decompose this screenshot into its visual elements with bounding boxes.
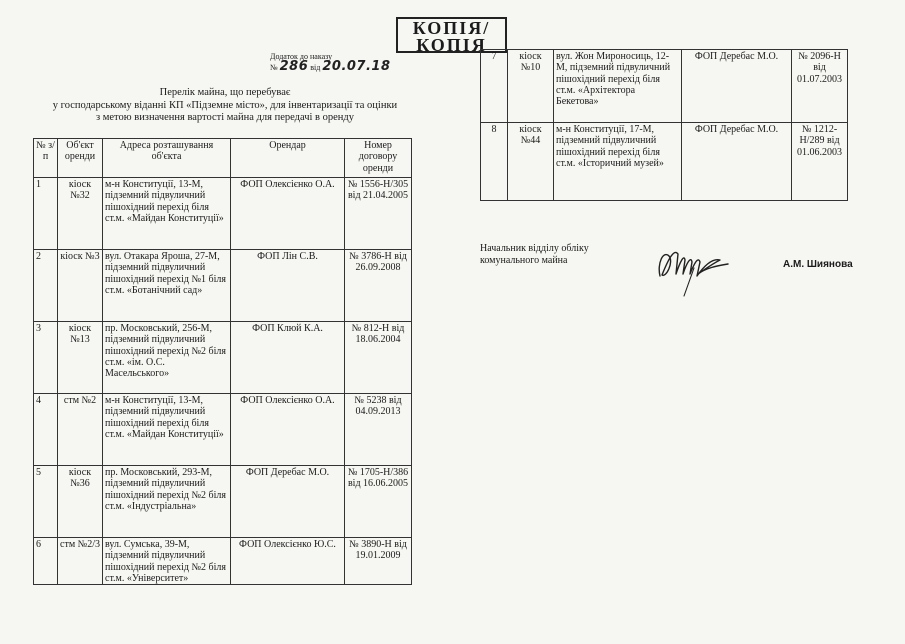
annex-label: Додаток до наказу xyxy=(270,52,333,61)
cell-no: 4 xyxy=(34,394,58,466)
cell-tenant: ФОП Деребас М.О. xyxy=(682,123,792,201)
header-address: Адреса розташування об'єкта xyxy=(103,139,231,178)
annex-date: 20.07.18 xyxy=(322,59,391,74)
stamp-line-1: КОПІЯ/ xyxy=(412,18,491,38)
cell-tenant: ФОП Лін С.В. xyxy=(231,250,345,322)
position-line-2: комунального майна xyxy=(480,255,568,266)
cell-contract: № 3890-Н від 19.01.2009 xyxy=(345,538,412,585)
title-line-3: з метою визначення вартості майна для передачі в оренду xyxy=(95,112,354,123)
cell-contract: № 1556-Н/305 від 21.04.2005 xyxy=(345,178,412,250)
cell-tenant: ФОП Олексієнко О.А. xyxy=(231,394,345,466)
header-object: Об'єкт оренди xyxy=(58,139,103,178)
cell-object: кіоск №13 xyxy=(58,322,103,394)
cell-no: 8 xyxy=(481,123,508,201)
header-tenant: Орендар xyxy=(231,139,345,178)
signatory-position xyxy=(480,243,650,267)
stamp-line-2: КОПІЯ xyxy=(416,35,487,53)
cell-object: кіоск №10 xyxy=(508,50,554,123)
header-contract: Номер договору оренди xyxy=(345,139,412,178)
title-line-1: Перелік майна, що перебуває xyxy=(159,87,291,98)
cell-tenant: ФОП Клюй К.А. xyxy=(231,322,345,394)
cell-object: кіоск №3 xyxy=(58,250,103,322)
position-line-1: Начальник відділу обліку xyxy=(480,243,589,254)
cell-tenant: ФОП Деребас М.О. xyxy=(682,50,792,123)
cell-contract: № 812-Н від 18.06.2004 xyxy=(345,322,412,394)
cell-contract: № 2096-Н від 01.07.2003 xyxy=(792,50,848,123)
cell-object: стм №2 xyxy=(58,394,103,466)
cell-contract: № 3786-Н від 26.09.2008 xyxy=(345,250,412,322)
cell-address: вул. Сумська, 39-М, підземний підвуличний пішохідний перехід №2 біля ст.м. «Університет» xyxy=(103,538,231,585)
table-row xyxy=(34,250,412,322)
cell-object: кіоск №44 xyxy=(508,123,554,201)
annex-date-prefix: від xyxy=(310,63,321,72)
property-table xyxy=(33,138,412,585)
table-row xyxy=(34,322,412,394)
cell-no: 6 xyxy=(34,538,58,585)
header-no: № з/п xyxy=(34,139,58,178)
cell-tenant: ФОП Олексієнко О.А. xyxy=(231,178,345,250)
property-table-continued xyxy=(480,49,848,201)
cell-object: кіоск №36 xyxy=(58,466,103,538)
signatory-name: А.М. Шиянова xyxy=(783,259,853,270)
table-row xyxy=(481,123,848,201)
cell-tenant: ФОП Олексієнко Ю.С. xyxy=(231,538,345,585)
cell-contract: № 5238 від 04.09.2013 xyxy=(345,394,412,466)
cell-address: м-н Конституції, 17-М, підземний підвуличний пішохідний перехід біля ст.м. «Історичний музей» xyxy=(554,123,682,201)
table-row xyxy=(34,538,412,585)
table-row xyxy=(34,394,412,466)
cell-contract: № 1212-Н/289 від 01.06.2003 xyxy=(792,123,848,201)
cell-no: 7 xyxy=(481,50,508,123)
table-row xyxy=(34,466,412,538)
annex-no-prefix: № xyxy=(270,63,278,72)
cell-address: вул. Отакара Яроша, 27-М, підземний підвуличний пішохідний перехід №1 біля ст.м. «Ботанічний сад» xyxy=(103,250,231,322)
cell-object: стм №2/3 xyxy=(58,538,103,585)
table-header-row xyxy=(34,139,412,178)
annex-reference xyxy=(270,52,420,73)
title-line-2: у господарському віданні КП «Підземне місто», для інвентаризації та оцінки xyxy=(52,99,398,111)
cell-address: пр. Московський, 256-М, підземний підвуличний пішохідний перехід №2 біля ст.м. «ім. О.С. Масельського» xyxy=(103,322,231,394)
copy-stamp xyxy=(396,17,507,53)
table-row xyxy=(34,178,412,250)
cell-no: 3 xyxy=(34,322,58,394)
annex-number: 286 xyxy=(279,59,309,74)
cell-no: 5 xyxy=(34,466,58,538)
cell-no: 2 xyxy=(34,250,58,322)
cell-address: вул. Жон Мироносиць, 12-М, підземний підвуличний пішохідний перехід біля ст.м. «Архітектора Бекетова» xyxy=(554,50,682,123)
cell-address: м-н Конституції, 13-М, підземний підвуличний пішохідний перехід біля ст.м. «Майдан Конституції» xyxy=(103,178,231,250)
document-title xyxy=(30,87,420,125)
cell-object: кіоск №32 xyxy=(58,178,103,250)
cell-address: м-н Конституції, 13-М, підземний підвуличний пішохідний перехід біля ст.м. «Майдан Конституції» xyxy=(103,394,231,466)
cell-address: пр. Московський, 293-М, підземний підвуличний пішохідний перехід №2 біля ст.м. «Індустріальна» xyxy=(103,466,231,538)
table-row xyxy=(481,50,848,123)
handwritten-signature xyxy=(654,238,734,298)
cell-tenant: ФОП Деребас М.О. xyxy=(231,466,345,538)
cell-contract: № 1705-Н/386 від 16.06.2005 xyxy=(345,466,412,538)
cell-no: 1 xyxy=(34,178,58,250)
